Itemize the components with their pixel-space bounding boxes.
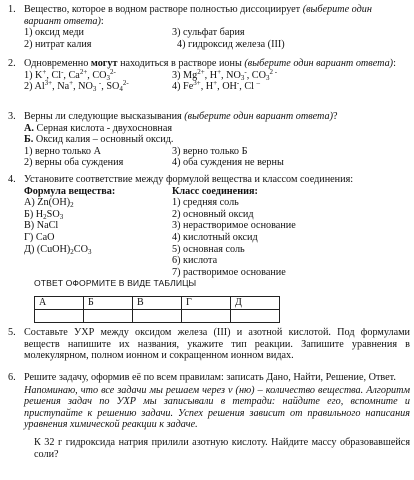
question-hint: (выберите один вариант ответа) [244, 58, 394, 69]
question-text: Решите задачу, оформив её по всем правилам: записать Дано, Найти, Решение, Ответ. [24, 372, 396, 383]
formula-item: В) NaCl [24, 220, 59, 232]
answer-note: ОТВЕТ ОФОРМИТЕ В ВИДЕ ТАБЛИЦЫ [34, 278, 197, 288]
question-number: 5. [8, 327, 16, 338]
option: 4) оба суждения не верны [172, 157, 284, 169]
question-6 [8, 372, 410, 460]
options-row [24, 157, 410, 169]
column-heading: Класс соединения: [172, 185, 258, 197]
option: 4) $Fe^{3+}$, H+, OH-, Cl – [172, 79, 261, 93]
answer-table [34, 296, 280, 323]
answer-table-cell: Д [231, 297, 280, 310]
question-number: 1. [8, 4, 16, 15]
option: 1) оксид меди [24, 27, 84, 39]
answer-table-row [35, 310, 280, 323]
answer-table-cell [133, 310, 182, 323]
question-number: 4. [8, 174, 16, 185]
question-3 [8, 111, 410, 169]
question-2 [8, 58, 410, 93]
question-number: 2. [8, 58, 16, 69]
teacher-note: Напоминаю, что все задачи мы решаем через ν (ню) – количество вещества. Алгоритм решения задач по УХР мы записывали в тетради: найдите его, вспомните и приступайте к решению задачи. Успех решения зависит от правильного написания уравнения химической реакции к задаче. [24, 384, 410, 431]
question-number: 6. [8, 372, 16, 383]
class-item: 7) растворимое основание [172, 266, 286, 278]
answer-table-cell [35, 310, 84, 323]
question-text: Составьте УХР между оксидом железа (III) и азотной кислотой. Под формулами веществ напишите их названия, укажите тип реакции. Запишите уравнения в молекулярном, полном ионном и сокращенном ионном видах. [24, 327, 410, 362]
matching-columns [24, 186, 410, 279]
statement-a: А. Серная кислота - двухосновная [24, 122, 173, 134]
class-item: 4) кислотный оксид [172, 231, 258, 243]
question-stem: Установите соответствие между формулой вещества и классом соединения: [24, 174, 354, 185]
answer-table-cell: В [133, 297, 182, 310]
formula-column [24, 186, 172, 279]
option: 1) верно только А [24, 145, 101, 157]
option: 4) гидроксид железа (III) [177, 38, 285, 50]
option: 3) сульфат бария [172, 27, 245, 39]
answer-table-cell: Б [84, 297, 133, 310]
formula-item: А) $Zn(OH)_2$ [24, 197, 74, 210]
formula-item: Б) $H_2SO_3$ [24, 208, 64, 221]
class-item: 3) нерастворимое основание [172, 220, 296, 232]
formula-item: Д) $(CuOH)_2CO_3$ [24, 243, 92, 256]
question-stem: Одновременно могут находиться в растворе ионы (выберите один вариант ответа): [24, 58, 396, 69]
options-row [24, 39, 410, 51]
option: 3) верно только Б [172, 145, 248, 157]
question-1 [8, 4, 410, 50]
class-item: 2) основный оксид [172, 208, 254, 220]
question-stem: Вещество, которое в водном растворе полностью диссоциирует (выберите один вариант ответа): [24, 4, 372, 27]
class-item: 6) кислота [172, 255, 218, 267]
question-hint: (выберите один вариант ответа) [184, 111, 333, 122]
answer-table-cell [182, 310, 231, 323]
options-row [24, 146, 410, 158]
answer-table-cell [231, 310, 280, 323]
options-row [24, 27, 410, 39]
option: 2) верны оба суждения [24, 157, 124, 169]
answer-table-cell: Г [182, 297, 231, 310]
formula-item: Г) CaO [24, 231, 55, 243]
class-item: 1) средняя соль [172, 197, 239, 209]
option: 2) $Al^{3+}$, Na+, $NO_3$ -, $SO_4^{2-}$ [24, 79, 129, 94]
question-4 [8, 174, 410, 278]
option: 1) K+, Cl-, $Ca^{2+}$, $CO_3^{2-}$ [24, 67, 116, 82]
class-column [172, 186, 296, 279]
option: 3) $Mg^{2+}$, H+, $NO_3^-$, $CO_3^{2 -}$ [172, 67, 278, 82]
class-item: 5) основная соль [172, 243, 245, 255]
statement-b: Б. Оксид калия – основный оксид. [24, 134, 174, 146]
column-heading: Формула вещества: [24, 185, 116, 197]
question-stem: Верны ли следующие высказывания (выберите один вариант ответа)? [24, 111, 338, 122]
task-text: К 32 г гидроксида натрия прилили азотную кислоту. Найдите массу образовавшейся соли? [34, 436, 410, 460]
answer-table-cell [84, 310, 133, 323]
question-5 [8, 327, 410, 362]
question-hint: (выберите один вариант ответа) [24, 4, 372, 27]
question-number: 3. [8, 111, 16, 122]
answer-table-header [35, 297, 280, 310]
option: 2) нитрат калия [24, 38, 92, 50]
answer-table-cell: А [35, 297, 84, 310]
options-row [24, 81, 410, 93]
